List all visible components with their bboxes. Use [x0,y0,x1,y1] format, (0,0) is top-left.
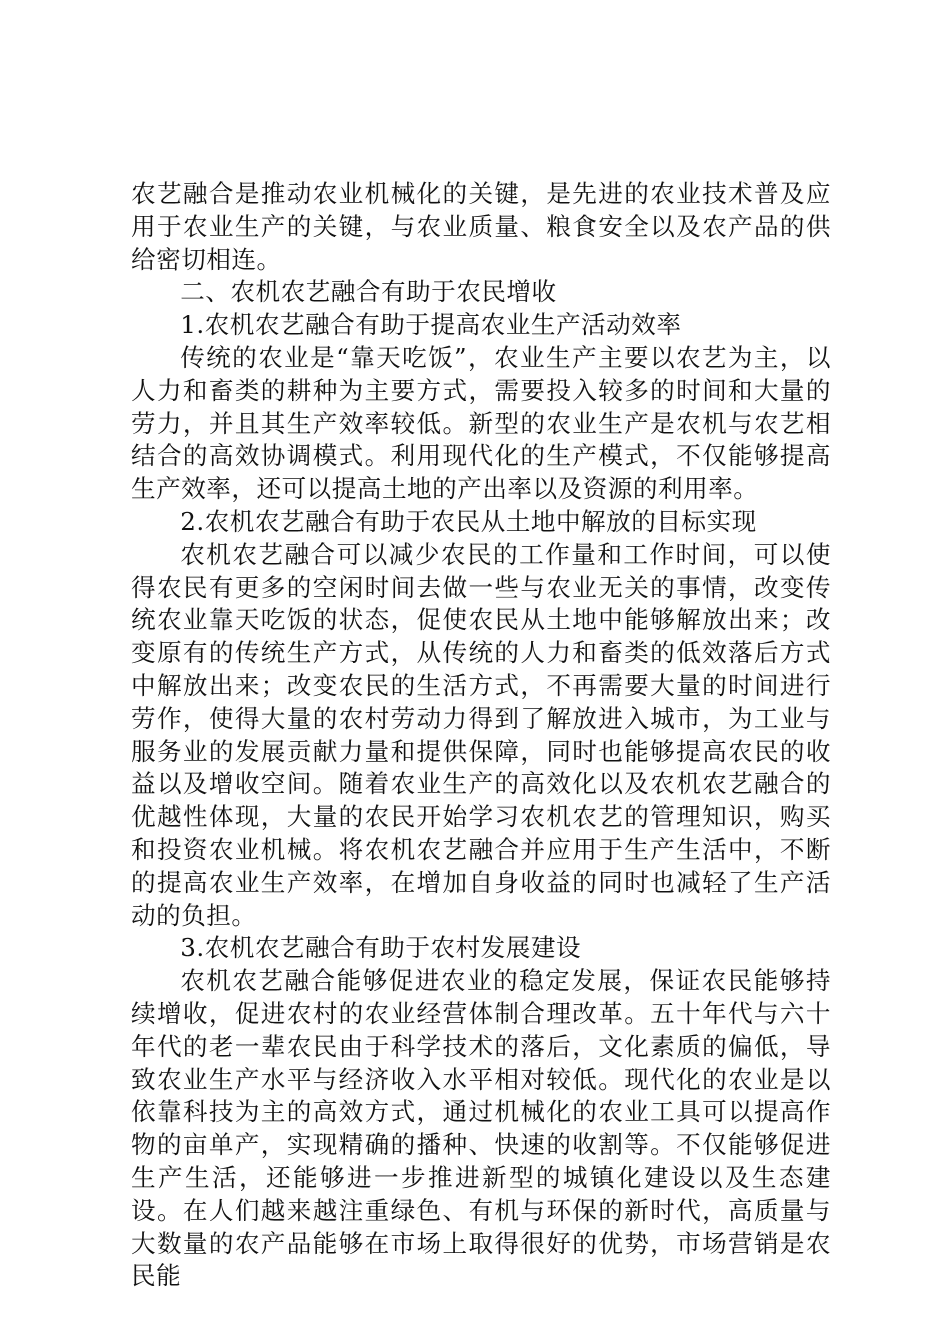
subsection-heading-3: 3.农机农艺融合有助于农村发展建设 [180,933,582,963]
paragraph-liberation: 农机农艺融合可以减少农民的工作量和工作时间，可以使得农民有更多的空闲时间去做一些与农业无关的事情，改变传统农业靠天吃饭的状态，促使农民从土地中能够解放出来；改变原有的传统生产方式，从传统的人力和畜类的低效落后方式中解放出来；改变农民的生活方式，不再需要大量的时间进行劳作，使得大量的农村劳动力得到了解放进入城市，为工业与服务业的发展贡献力量和提供保障，同时也能够提高农民的收益以及增收空间。随着农业生产的高效化以及农机农艺融合的优越性体现，大量的农民开始学习农机农艺的管理知识，购买和投资农业机械。将农机农艺融合并应用于生产生活中，不断的提高农业生产效率，在增加自身收益的同时也减轻了生产活动的负担。 [131,539,831,930]
subsection-heading-2: 2.农机农艺融合有助于农民从土地中解放的目标实现 [180,506,757,536]
document-body [131,178,831,1293]
section-heading-2: 二、农机农艺融合有助于农民增收 [180,277,557,307]
paragraph-efficiency: 传统的农业是“靠天吃饭”，农业生产主要以农艺为主，以人力和畜类的耕种为主要方式，需要投入较多的时间和大量的劳力，并且其生产效率较低。新型的农业生产是农机与农艺相结合的高效协调模式。利用现代化的生产模式，不仅能够提高生产效率，还可以提高土地的产出率以及资源的利用率。 [131,342,831,504]
subsection-heading-1: 1.农机农艺融合有助于提高农业生产活动效率 [180,310,682,340]
paragraph-intro: 农艺融合是推动农业机械化的关键，是先进的农业技术普及应用于农业生产的关键，与农业质量、粮食安全以及农产品的供给密切相连。 [131,179,831,274]
paragraph-rural-development: 农机农艺融合能够促进农业的稳定发展，保证农民能够持续增收，促进农村的农业经营体制合理改革。五十年代与六十年代的老一辈农民由于科学技术的落后，文化素质的偏低，导致农业生产水平与经济收入水平相对较低。现代化的农业是以依靠科技为主的高效方式，通过机械化的农业工具可以提高作物的亩单产，实现精确的播种、快速的收割等。不仅能够促进生产生活，还能够进一步推进新型的城镇化建设以及生态建设。在人们越来越注重绿色、有机与环保的新时代，高质量与大数量的农产品能够在市场上取得很好的优势，市场营销是农民能 [131,966,831,1291]
